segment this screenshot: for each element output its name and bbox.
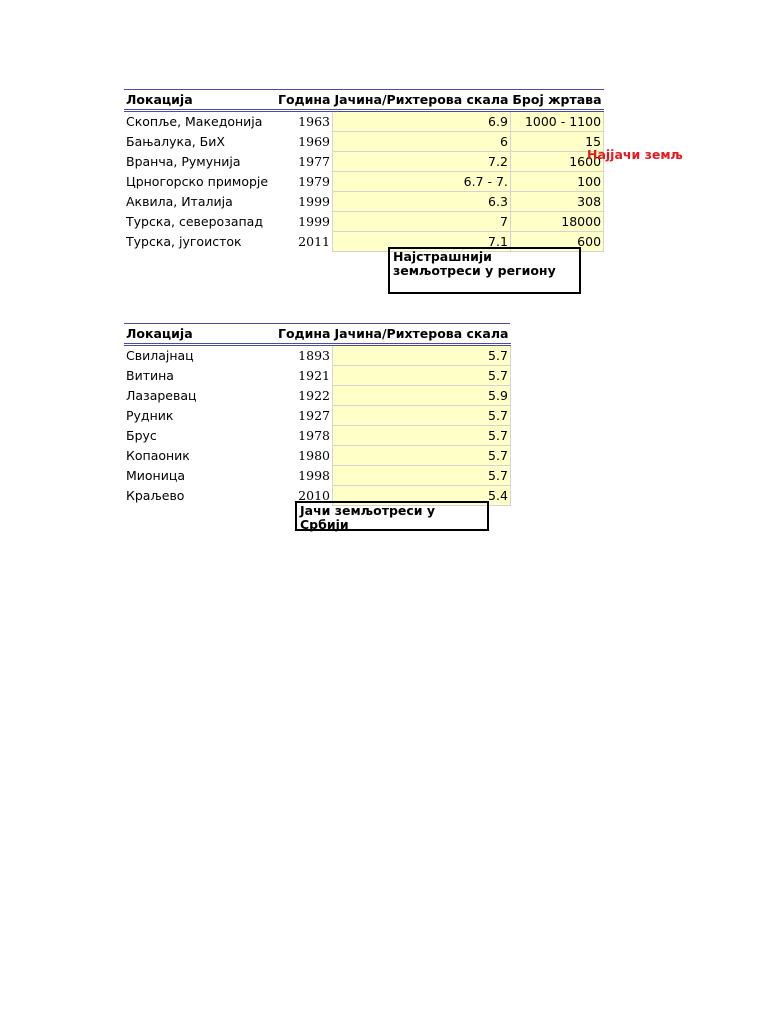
serbia-table-caption: Јачи земљотреси у Србији [295, 501, 489, 531]
cell-magnitude[interactable]: 5.7 [332, 345, 510, 366]
cell-year[interactable]: 1978 [298, 428, 330, 443]
cell-casualties[interactable]: 600 [510, 232, 603, 252]
cell-magnitude[interactable]: 5.7 [332, 446, 510, 466]
cell-casualties[interactable]: 15 [510, 132, 603, 152]
cell-year[interactable]: 1979 [298, 174, 330, 189]
table-row [124, 366, 510, 386]
header-location: Локација [124, 90, 276, 111]
cell-magnitude[interactable]: 5.7 [332, 426, 510, 446]
region-earthquakes-table [124, 89, 604, 252]
cell-location[interactable]: Скопље, Македонија [126, 114, 263, 130]
cell-location[interactable]: Вранча, Румунија [126, 154, 241, 169]
table-header-row [124, 324, 510, 345]
cell-magnitude[interactable]: 6 [332, 132, 510, 152]
cell-casualties[interactable]: 308 [510, 192, 603, 212]
table-row [124, 192, 604, 212]
cell-magnitude[interactable]: 5.7 [332, 406, 510, 426]
cell-year[interactable]: 1922 [298, 388, 330, 403]
cell-location[interactable]: Турска, северозапад [126, 214, 263, 229]
cell-magnitude[interactable]: 5.7 [332, 366, 510, 386]
header-year: Година [276, 324, 332, 345]
cell-casualties[interactable]: 100 [510, 172, 603, 192]
table-row [124, 345, 510, 366]
cell-location[interactable]: Мионица [126, 468, 186, 483]
table-row [124, 172, 604, 192]
cell-magnitude[interactable]: 6.9 [332, 111, 510, 132]
cell-location[interactable]: Рудник [126, 408, 174, 423]
table-row [124, 132, 604, 152]
cell-year[interactable]: 1927 [298, 408, 330, 423]
cell-location[interactable]: Лазаревац [126, 388, 197, 403]
cell-year[interactable]: 1977 [298, 154, 330, 169]
cell-location[interactable]: Витина [126, 368, 174, 383]
cell-year[interactable]: 2010 [298, 488, 330, 503]
table-row [124, 466, 510, 486]
cell-location[interactable]: Црногорско приморје [126, 174, 269, 189]
serbia-earthquakes-table [124, 323, 511, 506]
table-body [124, 345, 510, 506]
cell-magnitude[interactable]: 5.4 [332, 486, 510, 506]
table-body [124, 111, 604, 252]
cell-magnitude[interactable]: 7.1 [332, 232, 510, 252]
table-header-row [124, 90, 604, 111]
table-row [124, 426, 510, 446]
header-magnitude: Јачина/Рихтерова скала [332, 324, 510, 345]
table-row [124, 111, 604, 132]
cell-location[interactable]: Бањалука, БиХ [126, 134, 225, 149]
cell-magnitude[interactable]: 6.7 - 7. [332, 172, 510, 192]
cell-casualties[interactable]: 1000 - 1100 [510, 111, 603, 132]
cell-year[interactable]: 1999 [298, 214, 330, 229]
header-location: Локација [124, 324, 276, 345]
header-year: Година [276, 90, 332, 111]
region-table-caption: Најстрашнији земљотреси у региону [388, 247, 581, 294]
table-row [124, 446, 510, 466]
cell-magnitude[interactable]: 6.3 [332, 192, 510, 212]
cell-year[interactable]: 1963 [298, 114, 330, 130]
cell-magnitude[interactable]: 7.2 [332, 152, 510, 172]
cell-location[interactable]: Краљево [126, 488, 185, 503]
cell-location[interactable]: Аквила, Италија [126, 194, 233, 209]
side-note: Најјачи земљ [587, 147, 683, 162]
cell-year[interactable]: 1969 [298, 134, 330, 149]
table-row [124, 152, 604, 172]
cell-year[interactable]: 2011 [298, 234, 330, 249]
cell-magnitude[interactable]: 5.7 [332, 466, 510, 486]
header-magnitude: Јачина/Рихтерова скала [332, 90, 510, 111]
cell-year[interactable]: 1921 [298, 368, 330, 383]
cell-year[interactable]: 1998 [298, 468, 330, 483]
table-row [124, 386, 510, 406]
cell-year[interactable]: 1980 [298, 448, 330, 463]
header-casualties: Број жртава [510, 90, 603, 111]
cell-year[interactable]: 1893 [298, 348, 330, 364]
table-row [124, 212, 604, 232]
cell-casualties[interactable]: 1600 [510, 152, 603, 172]
cell-location[interactable]: Копаоник [126, 448, 190, 463]
cell-casualties[interactable]: 18000 [510, 212, 603, 232]
table-row [124, 406, 510, 426]
cell-magnitude[interactable]: 7 [332, 212, 510, 232]
cell-year[interactable]: 1999 [298, 194, 330, 209]
cell-location[interactable]: Свилајнац [126, 348, 194, 364]
cell-location[interactable]: Турска, југоисток [126, 234, 242, 249]
cell-location[interactable]: Брус [126, 428, 157, 443]
cell-magnitude[interactable]: 5.9 [332, 386, 510, 406]
